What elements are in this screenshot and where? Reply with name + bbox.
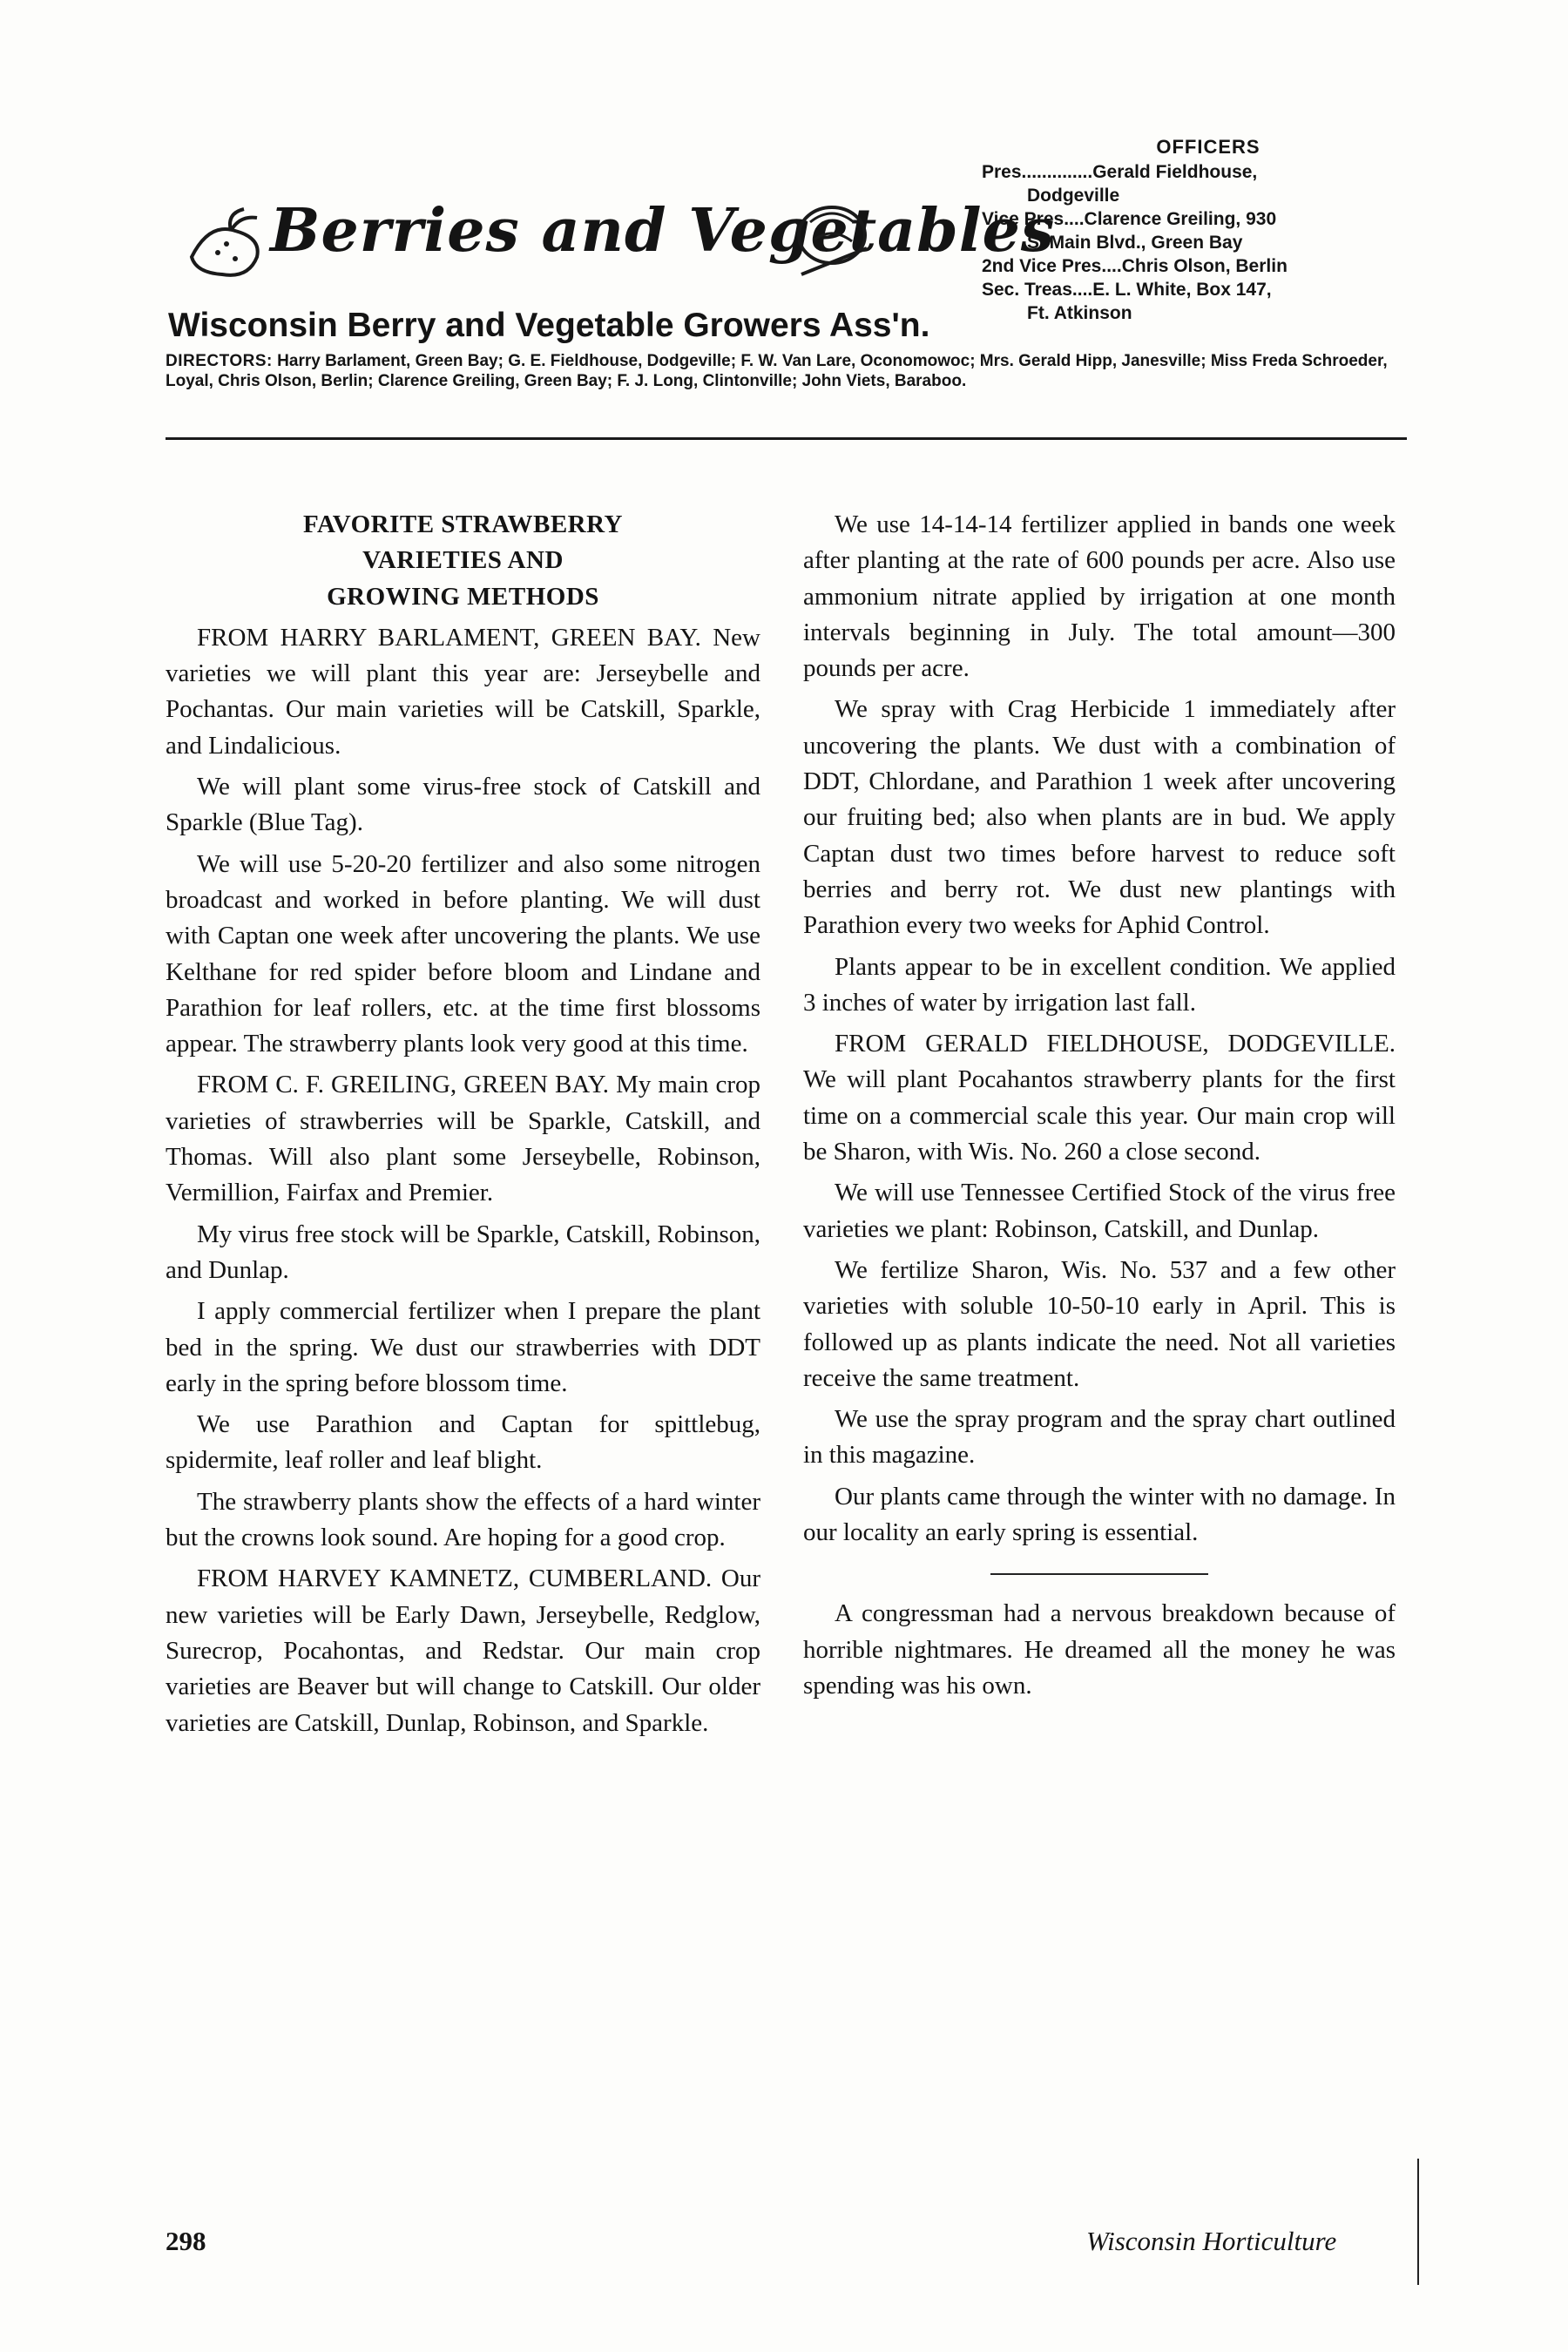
officer-line: Sec. Treas....E. L. White, Box 147, bbox=[982, 280, 1272, 300]
paragraph: Plants appear to be in excellent condition. We applied 3 inches of water by irrigation last fall. bbox=[803, 952, 1396, 1017]
filler-joke: A congressman had a nervous breakdown because of horrible nightmares. He dreamed all the money he was spending was his own. bbox=[803, 1599, 1396, 1700]
association-name: Wisconsin Berry and Vegetable Growers Ass'n. bbox=[168, 307, 930, 344]
paragraph: We spray with Crag Herbicide 1 immediately after uncovering the plants. We dust with a combination of DDT, Chlordane, and Parathion 1 week after uncovering our fruiting bed; also when plants are in bud. We apply Captan dust two times before harvest to reduce soft berries and berry rot. We dust new plantings with Parathion every two weeks for Aphid Control. bbox=[803, 695, 1396, 940]
paragraph: Our plants came through the winter with no damage. In our locality an early spring is essential. bbox=[803, 1482, 1396, 1547]
paragraph: The strawberry plants show the effects of a hard winter but the crowns look sound. Are hoping for a good crop. bbox=[166, 1487, 760, 1552]
directors-label: DIRECTORS: bbox=[166, 352, 273, 370]
officer-line: S. Main Blvd., Green Bay bbox=[1027, 233, 1243, 253]
page-edge-line bbox=[1417, 2159, 1419, 2285]
section-divider bbox=[990, 1573, 1208, 1575]
header-rule bbox=[166, 437, 1407, 440]
paragraph: We use the spray program and the spray chart outlined in this magazine. bbox=[803, 1405, 1396, 1470]
vegetable-icon bbox=[784, 187, 880, 292]
officer-line: Pres..............Gerald Fieldhouse, bbox=[982, 162, 1258, 182]
officers-heading: OFFICERS bbox=[1156, 136, 1260, 158]
paragraph: We will use Tennessee Certified Stock of the virus free varieties we plant: Robinson, Catskill, and Dunlap. bbox=[803, 1179, 1396, 1243]
paragraph: FROM GERALD FIELDHOUSE, DODGEVILLE. We will plant Pocahantos strawberry plants for the first time on a commercial scale this year. Our main crop will be Sharon, with Wis. No. 260 a close second. bbox=[803, 1030, 1396, 1166]
article-title-line: VARIETIES AND bbox=[362, 546, 564, 575]
article-title-line: FAVORITE STRAWBERRY bbox=[303, 510, 623, 538]
officers-box bbox=[982, 135, 1435, 325]
paragraph: We use Parathion and Captan for spittlebug, spidermite, leaf roller and leaf blight. bbox=[166, 1410, 760, 1475]
paragraph: FROM HARRY BARLAMENT, GREEN BAY. New varieties we will plant this year are: Jerseybelle and Pochantas. Our main varieties will be Catskill, Sparkle, and Lindalicious. bbox=[166, 623, 760, 760]
directors-list bbox=[166, 351, 1424, 391]
paragraph: We fertilize Sharon, Wis. No. 537 and a few other varieties with soluble 10-50-10 early in April. This is followed up as plants indicate the need. Not all varieties receive the same treatment. bbox=[803, 1255, 1396, 1392]
paragraph: FROM C. F. GREILING, GREEN BAY. My main crop varieties of strawberries will be Sparkle, Catskill, and Thomas. Will also plant some Jerseybelle, Robinson, Vermillion, Fairfax and Premier. bbox=[166, 1071, 760, 1207]
officer-line: Dodgeville bbox=[1027, 186, 1120, 206]
paragraph: We use 14-14-14 fertilizer applied in bands one week after planting at the rate of 600 pounds per acre. Also use ammonium nitrate applied by irrigation at one month intervals beginning in July. The total amount—300 pounds per acre. bbox=[803, 510, 1396, 683]
paragraph: We will use 5-20-20 fertilizer and also some nitrogen broadcast and worked in before planting. We will dust with Captan one week after uncovering the plants. We use Kelthane for red spider before bloom and Lindane and Parathion for leaf rollers, etc. at the time first blossoms appear. The strawberry plants look very good at this time. bbox=[166, 849, 760, 1058]
paragraph: FROM HARVEY KAMNETZ, CUMBERLAND. Our new varieties will be Early Dawn, Jerseybelle, Redglow, Surecrop, Pocahontas, and Redstar. Our main crop varieties are Beaver but will change to Catskill. Our older varieties are Catskill, Dunlap, Robinson, and Sparkle. bbox=[166, 1565, 760, 1737]
right-column bbox=[803, 507, 1396, 1709]
left-column bbox=[166, 507, 760, 1747]
officer-line: Ft. Atkinson bbox=[1027, 303, 1132, 323]
masthead-title: Berries and Vegetables bbox=[270, 196, 1056, 266]
paragraph: We will plant some virus-free stock of Catskill and Sparkle (Blue Tag). bbox=[166, 773, 760, 837]
berry-icon bbox=[183, 205, 279, 283]
officer-line: Vice Pres....Clarence Greiling, 930 bbox=[982, 209, 1277, 229]
magazine-name: Wisconsin Horticulture bbox=[1086, 2226, 1337, 2256]
directors-text: Harry Barlament, Green Bay; G. E. Fieldhouse, Dodgeville; F. W. Van Lare, Oconomowoc; Mrs. Gerald Hipp, Janesville; Miss Freda Schroeder, Loyal, Chris Olson, Berlin; Clarence Greiling, Green Bay; F. J. Long, Clintonville; John Viets, Baraboo. bbox=[166, 352, 1388, 390]
page-number: 298 bbox=[166, 2226, 206, 2256]
officer-line: 2nd Vice Pres....Chris Olson, Berlin bbox=[982, 256, 1288, 276]
paragraph: I apply commercial fertilizer when I prepare the plant bed in the spring. We dust our strawberries with DDT early in the spring before blossom time. bbox=[166, 1297, 760, 1397]
article-title-line: GROWING METHODS bbox=[327, 582, 599, 611]
paragraph: My virus free stock will be Sparkle, Catskill, Robinson, and Dunlap. bbox=[166, 1220, 760, 1284]
